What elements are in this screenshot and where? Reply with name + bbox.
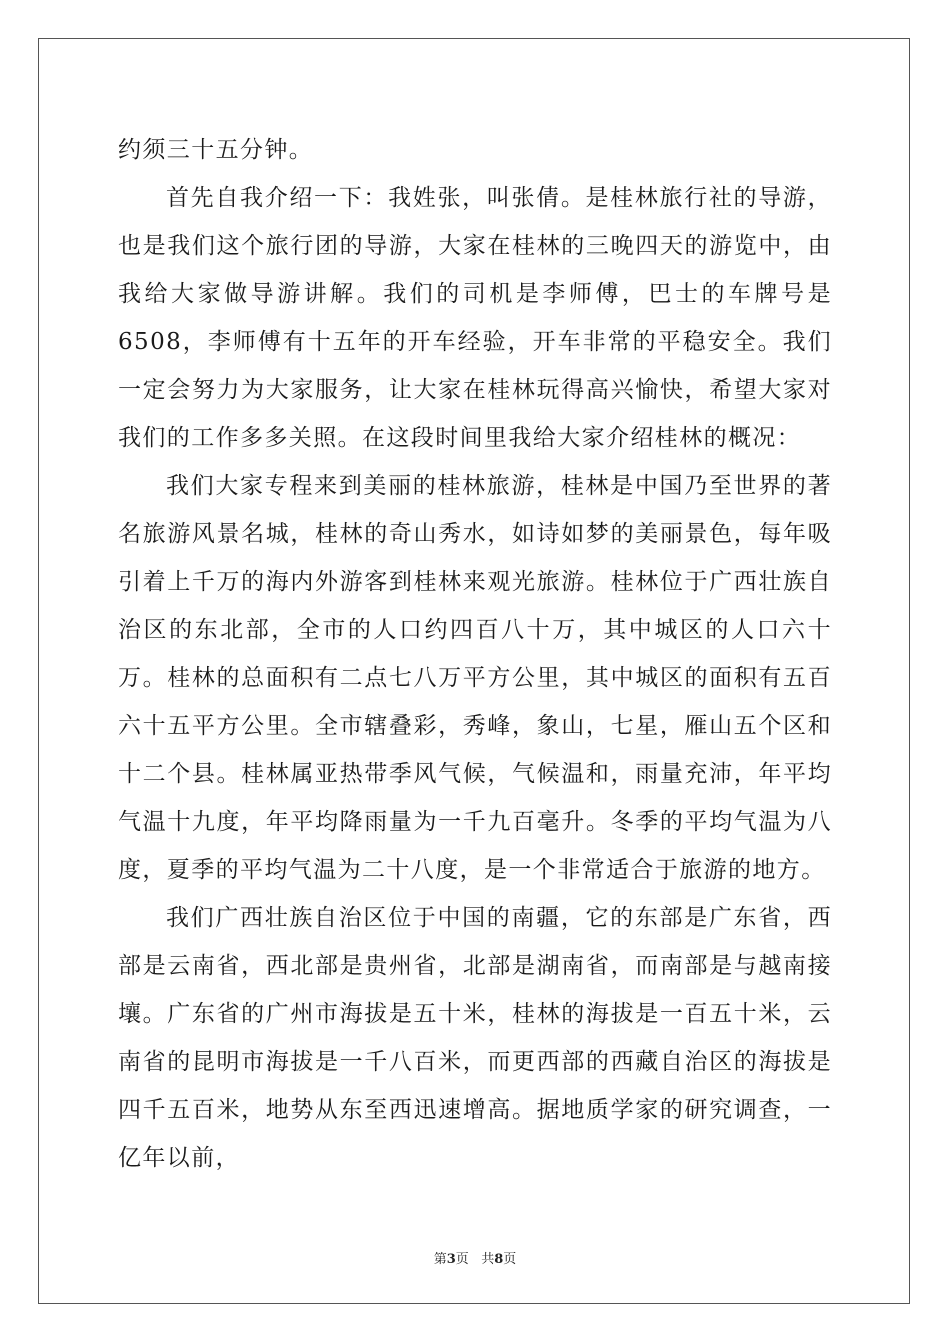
footer-total-prefix: 共	[481, 1252, 495, 1267]
page-footer	[0, 1248, 950, 1267]
document-body	[118, 126, 832, 1182]
footer-page-word: 页	[455, 1252, 469, 1267]
paragraph-4: 我们广西壮族自治区位于中国的南疆，它的东部是广东省，西部是云南省，西北部是贵州省，北部是湖南省，而南部是与越南接壤。广东省的广州市海拔是五十米，桂林的海拔是一百五十米，云南省的昆明市海拔是一千八百米，而更西部的西藏自治区的海拔是四千五百米，地势从东至西迅速增高。据地质学家的研究调查，一亿年以前，	[118, 905, 832, 1171]
total-pages-number: 8	[494, 1252, 504, 1267]
footer-total-suffix: 页	[503, 1252, 517, 1267]
paragraph-1: 约须三十五分钟。	[118, 137, 314, 163]
paragraph-3: 我们大家专程来到美丽的桂林旅游，桂林是中国乃至世界的著名旅游风景名城，桂林的奇山秀水，如诗如梦的美丽景色，每年吸引着上千万的海内外游客到桂林来观光旅游。桂林位于广西壮族自治区的东北部，全市的人口约四百八十万，其中城区的人口六十万。桂林的总面积有二点七八万平方公里，其中城区的面积有五百六十五平方公里。全市辖叠彩，秀峰，象山，七星，雁山五个区和十二个县。桂林属亚热带季风气候，气候温和，雨量充沛，年平均气温十九度，年平均降雨量为一千九百毫升。冬季的平均气温为八度，夏季的平均气温为二十八度，是一个非常适合于旅游的地方。	[118, 473, 832, 883]
paragraph-2: 首先自我介绍一下：我姓张，叫张倩。是桂林旅行社的导游，也是我们这个旅行团的导游，大家在桂林的三晚四天的游览中，由我给大家做导游讲解。我们的司机是李师傅，巴士的车牌号是6508，李师傅有十五年的开车经验，开车非常的平稳安全。我们一定会努力为大家服务，让大家在桂林玩得高兴愉快，希望大家对我们的工作多多关照。在这段时间里我给大家介绍桂林的概况：	[118, 185, 832, 451]
footer-prefix: 第	[433, 1252, 447, 1267]
current-page-number: 3	[446, 1252, 456, 1267]
